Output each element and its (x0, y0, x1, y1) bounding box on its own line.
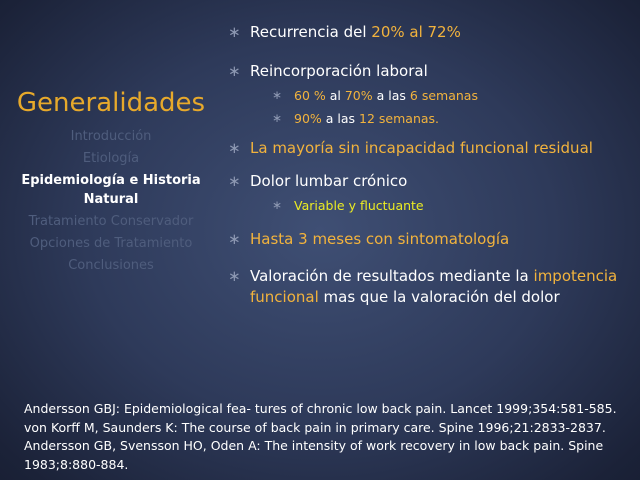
value: 6 semanas (409, 88, 478, 103)
bullet-highlight: 20% al 72% (371, 23, 461, 41)
sub-bullet-60 (250, 84, 636, 107)
text: a las (372, 88, 410, 103)
sub-bullet-list (250, 194, 636, 217)
sub-bullet-asterisk-icon: ∗ (272, 198, 283, 212)
text: al (325, 88, 345, 103)
bullet-reincorporacion (228, 61, 636, 130)
bullet-text: Valoración de resultados mediante la (250, 267, 534, 285)
sub-bullet-asterisk-icon: ∗ (272, 88, 283, 102)
sidebar-item-epidemiologia[interactable]: Epidemiología e Historia Natural (21, 173, 201, 207)
sub-bullet-list (250, 84, 636, 130)
bullet-recurrencia (228, 22, 636, 43)
bullet-asterisk-icon: ∗ (228, 139, 241, 157)
references-text: Andersson GBJ: Epidemiological fea- tures of chronic low back pain. Lancet 1999;354:581-585. von Korff M, Saunders K: The course of back pain in primary care. Spine 1996;21:2833-2837. Andersson GB, Svensson HO, Oden A: The intensity of work recovery in low back pain. Spine 1983;8:880-884. (24, 401, 617, 472)
bullet-text: La mayoría sin incapacidad funcional residual (250, 139, 593, 157)
value: 90% (294, 111, 322, 126)
bullet-asterisk-icon: ∗ (228, 23, 241, 41)
bullet-hasta-3-meses (228, 229, 636, 250)
sidebar-item-opciones-tratamiento[interactable]: Opciones de Tratamiento (29, 236, 193, 251)
section-title: Generalidades (16, 88, 206, 118)
bullet-text: Hasta 3 meses con sintomatología (250, 230, 510, 248)
text: a las (321, 111, 360, 126)
bullet-valoracion (228, 266, 636, 308)
bullet-text: Recurrencia del (250, 23, 372, 41)
sub-bullet-variable (250, 194, 636, 217)
bullet-text: Dolor lumbar crónico (250, 172, 408, 190)
content-list (228, 22, 636, 308)
sidebar-item-etiologia[interactable]: Etiología (82, 151, 140, 166)
sidebar-nav (0, 86, 222, 277)
value: 12 semanas (359, 111, 436, 126)
sidebar-item-introduccion[interactable]: Introducción (70, 129, 152, 144)
sub-bullet-asterisk-icon: ∗ (272, 111, 283, 125)
bullet-asterisk-icon: ∗ (228, 62, 241, 80)
bullet-asterisk-icon: ∗ (228, 230, 241, 248)
text: . (435, 111, 440, 126)
sidebar-item-tratamiento-conservador[interactable]: Tratamiento Conservador (28, 214, 194, 229)
bullet-asterisk-icon: ∗ (228, 267, 241, 285)
sub-bullet-text: Variable y fluctuante (294, 198, 424, 213)
value: 60 % (294, 88, 326, 103)
bullet-highlight: impotencia funcional (250, 267, 618, 306)
bullet-dolor-lumbar (228, 171, 636, 217)
bullet-text: mas que la valoración del dolor (318, 288, 560, 306)
value: 70% (344, 88, 373, 103)
sidebar-item-conclusiones[interactable]: Conclusiones (68, 258, 154, 273)
sub-bullet-90 (250, 107, 636, 130)
bullet-asterisk-icon: ∗ (228, 172, 241, 190)
bullet-text: Reincorporación laboral (250, 62, 428, 80)
bullet-mayoria (228, 138, 636, 159)
